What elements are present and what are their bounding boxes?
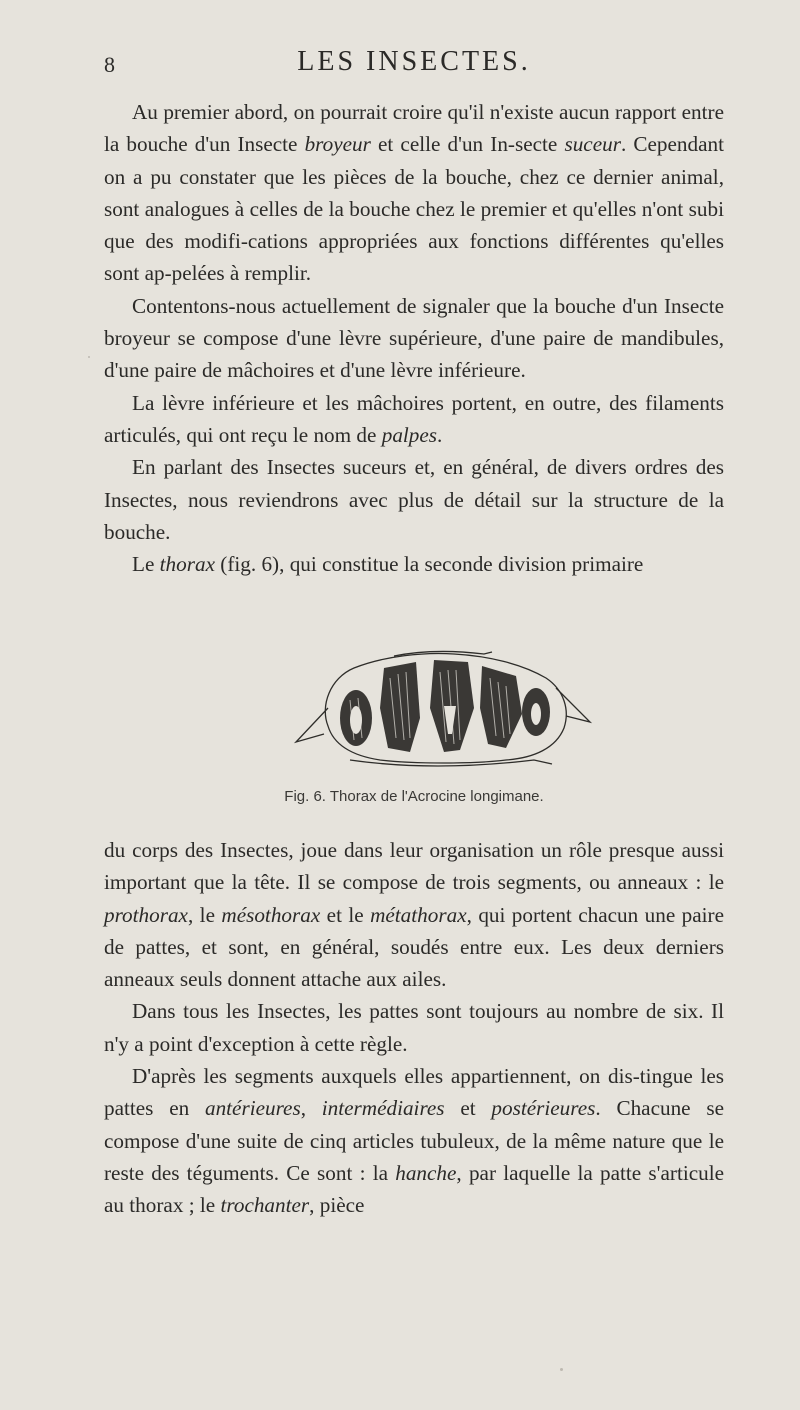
text-block-bottom	[104, 834, 724, 1222]
paper-speck	[88, 356, 90, 358]
paragraph-leg-types: D'après les segments auxquels elles appartiennent, on dis-tingue les pattes en antérieures, intermédiaires et postérieures. Chacune se compose d'une suite de cinq articles tubuleux, de la même nature que le reste des téguments. Ce sont : la hanche, par laquelle la patte s'articule au thorax ; le trochanter, pièce	[104, 1064, 725, 1218]
paper-speck	[560, 1368, 563, 1371]
italic-term: mésothorax	[221, 902, 321, 927]
text-block-top	[104, 96, 724, 580]
figure-caption: Fig. 6. Thorax de l'Acrocine longimane.	[284, 788, 544, 805]
italic-term: postérieures	[491, 1096, 596, 1121]
right-antenna-line	[556, 688, 590, 722]
thorax-engraving-figure	[284, 648, 604, 768]
paragraph-palps: La lèvre inférieure et les mâchoires portent, en outre, des filaments articulés, qui ont reçu le nom de palpes.	[104, 390, 724, 447]
italic-term: prothorax	[104, 902, 188, 927]
italic-term: suceur	[564, 132, 621, 157]
paragraph-thorax-segments: du corps des Insectes, joue dans leur organisation un rôle presque aussi important que la tête. Il se compose de trois segments, ou anneaux : le prothorax, le mésothorax et le métathorax, qui portent chacun une paire de pattes, et sont, en général, soudés entre eux. Les deux derniers anneaux seuls donnent attache aux ailes.	[104, 838, 724, 992]
paragraph-mouth-comparison: Au premier abord, on pourrait croire qu'il n'existe aucun rapport entre la bouche d'un Insecte broyeur et celle d'un In-secte suceur. Cependant on a pu constater que les pièces de la bouche, chez ce dernier animal, sont analogues à celles de la bouche chez le premier et qu'elles n'ont subi que des modifi-cations appropriées aux fonctions différentes qu'elles sont ap-pelées à remplir.	[104, 100, 724, 286]
italic-term: métathorax	[370, 902, 467, 927]
paragraph-chewing-mouth: Contentons-nous actuellement de signaler que la bouche d'un Insecte broyeur se compose d'une lèvre supérieure, d'une paire de mandibules, d'une paire de mâchoires et d'une lèvre inférieure.	[104, 293, 724, 383]
page-header	[104, 46, 724, 86]
prothorax-segment	[380, 662, 420, 752]
paragraph-thorax-intro: Le thorax (fig. 6), qui constitue la seconde division primaire	[132, 552, 644, 577]
italic-term: hanche	[395, 1160, 457, 1185]
italic-term: trochanter	[220, 1193, 310, 1218]
italic-term: palpes	[381, 422, 438, 447]
italic-term: broyeur	[304, 132, 371, 157]
running-head: LES INSECTES.	[297, 46, 531, 77]
paragraph-six-legs: Dans tous les Insectes, les pattes sont toujours au nombre de six. Il n'y a point d'exception à cette règle.	[104, 999, 724, 1056]
page-number: 8	[104, 52, 115, 77]
italic-term: thorax	[159, 552, 215, 577]
italic-term: intermédiaires	[321, 1096, 445, 1121]
italic-term: antérieures	[204, 1096, 301, 1121]
left-antenna-line	[296, 708, 328, 742]
paragraph-sucking-insects: En parlant des Insectes suceurs et, en général, de divers ordres des Insectes, nous reviendrons avec plus de détail sur la structure de la bouche.	[104, 455, 724, 544]
